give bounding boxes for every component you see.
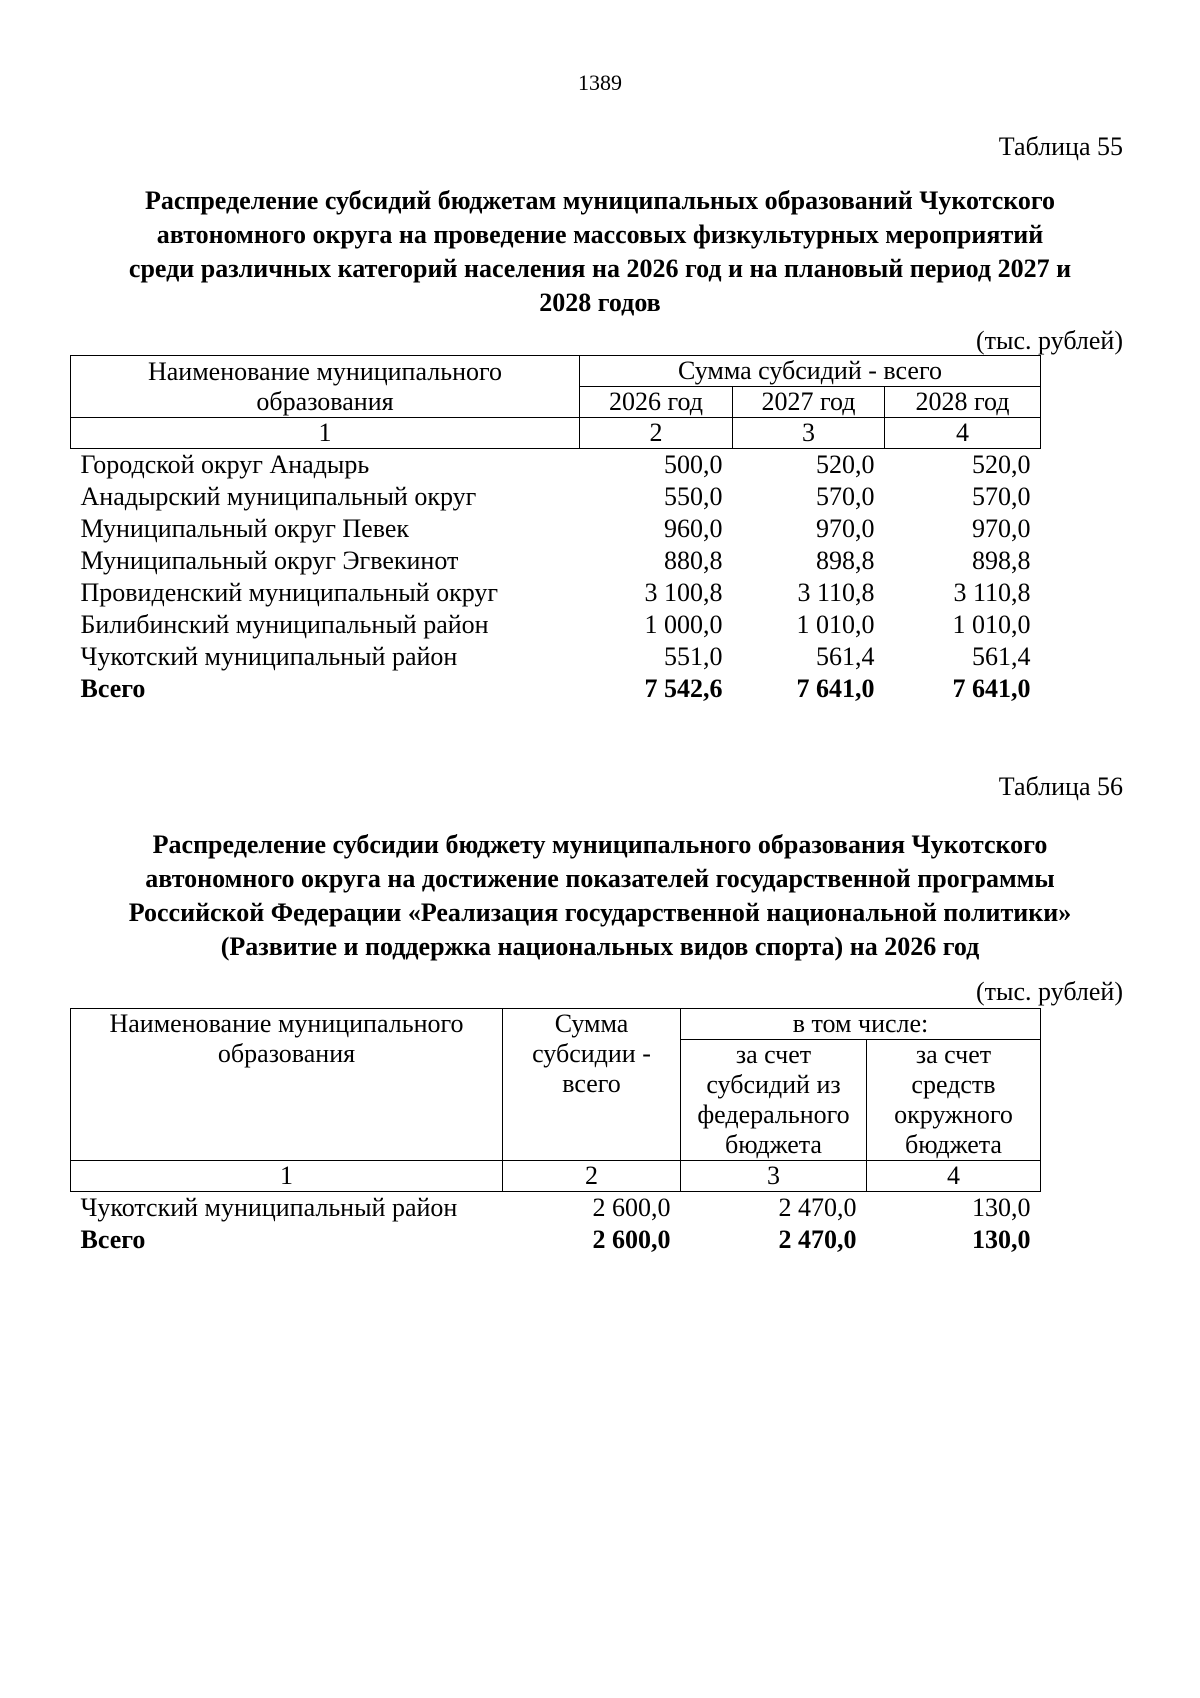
- header-sum-line2: субсидии -: [532, 1039, 651, 1068]
- total-federal: 2 470,0: [778, 1225, 857, 1254]
- header-sum-cell: [503, 1009, 681, 1161]
- col-num: 4: [867, 1161, 1041, 1192]
- header-year-2026: 2026 год: [580, 387, 733, 418]
- row-2026: 960,0: [664, 514, 723, 543]
- row-2027: 570,0: [816, 482, 875, 511]
- header-including: в том числе:: [681, 1009, 1041, 1040]
- header-name-line1: Наименование муниципального: [109, 1009, 464, 1038]
- row-name: Билибинский муниципальный район: [80, 610, 489, 639]
- table-row: [71, 641, 1041, 673]
- table-row: [71, 545, 1041, 577]
- header-district-cell: [867, 1040, 1041, 1161]
- table-row: [71, 577, 1041, 609]
- header-federal-line: за счет: [735, 1040, 812, 1069]
- col-num: 1: [71, 1161, 503, 1192]
- total-2027: 7 641,0: [796, 674, 875, 703]
- row-name: Провиденский муниципальный округ: [80, 578, 499, 607]
- table-55: [70, 355, 1041, 705]
- title-line: Российской Федерации «Реализация государственной национальной политики»: [128, 898, 1072, 927]
- title-line: автономного округа на достижение показателей государственной программы: [145, 864, 1055, 893]
- col-num: 4: [885, 418, 1041, 449]
- header-year-2028: 2028 год: [885, 387, 1041, 418]
- col-num: 3: [681, 1161, 867, 1192]
- header-sum-line3: всего: [562, 1069, 621, 1098]
- row-2026: 3 100,8: [644, 578, 723, 607]
- row-2026: 550,0: [664, 482, 723, 511]
- header-sum-line1: Сумма: [554, 1009, 629, 1038]
- title-line: Распределение субсидии бюджету муниципального образования Чукотского: [152, 830, 1048, 859]
- row-2027: 1 010,0: [796, 610, 875, 639]
- col-num: 1: [71, 418, 580, 449]
- header-federal-line: бюджета: [725, 1130, 822, 1159]
- row-2027: 3 110,8: [797, 578, 875, 607]
- header-district-line: окружного: [894, 1100, 1013, 1129]
- table-56: [70, 1008, 1041, 1256]
- row-2028: 520,0: [972, 450, 1031, 479]
- row-name: Чукотский муниципальный район: [80, 642, 458, 671]
- row-federal: 2 470,0: [778, 1193, 857, 1222]
- col-num: 2: [580, 418, 733, 449]
- header-sum: Сумма субсидий - всего: [580, 356, 1041, 387]
- row-name: Городской округ Анадырь: [80, 450, 370, 479]
- row-2028: 3 110,8: [953, 578, 1031, 607]
- col-num: 2: [503, 1161, 681, 1192]
- header-name-line2: образования: [256, 386, 394, 416]
- row-name: Чукотский муниципальный район: [80, 1193, 458, 1222]
- table-56-title: [80, 828, 1120, 964]
- header-district-line: бюджета: [905, 1130, 1002, 1159]
- row-2027: 970,0: [816, 514, 875, 543]
- header-district-line: средств: [911, 1070, 996, 1099]
- header-name-cell: [71, 356, 580, 418]
- row-2028: 970,0: [972, 514, 1031, 543]
- table-55-header-row: [71, 356, 1041, 387]
- table-55-units: (тыс. рублей): [975, 326, 1123, 355]
- row-name: Анадырский муниципальный округ: [80, 482, 477, 511]
- total-name: Всего: [80, 1225, 146, 1254]
- row-2026: 1 000,0: [644, 610, 723, 639]
- total-name: Всего: [80, 674, 146, 703]
- title-line: 2028 годов: [539, 288, 661, 317]
- header-federal-cell: [681, 1040, 867, 1161]
- table-row: [71, 513, 1041, 545]
- page-number: 1389: [578, 70, 622, 95]
- table-56-units: (тыс. рублей): [975, 977, 1123, 1006]
- row-2027: 520,0: [816, 450, 875, 479]
- total-2028: 7 641,0: [952, 674, 1031, 703]
- header-year-2027: 2027 год: [733, 387, 885, 418]
- row-2028: 570,0: [972, 482, 1031, 511]
- table-row: [71, 481, 1041, 513]
- total-sum: 2 600,0: [592, 1225, 671, 1254]
- title-line: Распределение субсидий бюджетам муниципальных образований Чукотского: [144, 186, 1056, 215]
- table-56-header-row: [71, 1009, 1041, 1040]
- row-2027: 561,4: [816, 642, 875, 671]
- row-2026: 551,0: [664, 642, 723, 671]
- row-2028: 561,4: [972, 642, 1031, 671]
- header-federal-line: федерального: [697, 1100, 850, 1129]
- header-federal-line: субсидий из: [706, 1070, 841, 1099]
- row-2028: 1 010,0: [952, 610, 1031, 639]
- row-name: Муниципальный округ Эгвекинот: [80, 546, 459, 575]
- header-district-line: за счет: [915, 1040, 992, 1069]
- row-2027: 898,8: [816, 546, 875, 575]
- total-district: 130,0: [972, 1225, 1031, 1254]
- table-55-title: [80, 184, 1120, 320]
- row-2028: 898,8: [972, 546, 1031, 575]
- title-line: среди различных категорий населения на 2026 год и на плановый период 2027 и: [128, 254, 1072, 283]
- row-2026: 500,0: [664, 450, 723, 479]
- table-55-colnum-row: [71, 418, 1041, 449]
- row-name: Муниципальный округ Певек: [80, 514, 410, 543]
- table-row: [71, 449, 1041, 482]
- table-row: [71, 1192, 1041, 1225]
- total-row: [71, 1224, 1041, 1256]
- row-district: 130,0: [972, 1193, 1031, 1222]
- table-row: [71, 609, 1041, 641]
- row-2026: 880,8: [664, 546, 723, 575]
- header-name-cell: [71, 1009, 503, 1161]
- total-2026: 7 542,6: [644, 674, 723, 703]
- total-row: [71, 673, 1041, 705]
- table-55-label: Таблица 55: [998, 132, 1123, 161]
- col-num: 3: [733, 418, 885, 449]
- row-total: 2 600,0: [592, 1193, 671, 1222]
- table-56-colnum-row: [71, 1161, 1041, 1192]
- table-56-label: Таблица 56: [998, 772, 1123, 801]
- title-line: автономного округа на проведение массовых физкультурных мероприятий: [156, 220, 1044, 249]
- header-name-line2: образования: [217, 1039, 356, 1068]
- header-name-line1: Наименование муниципального: [147, 356, 503, 386]
- title-line: (Развитие и поддержка национальных видов спорта) на 2026 год: [220, 932, 980, 961]
